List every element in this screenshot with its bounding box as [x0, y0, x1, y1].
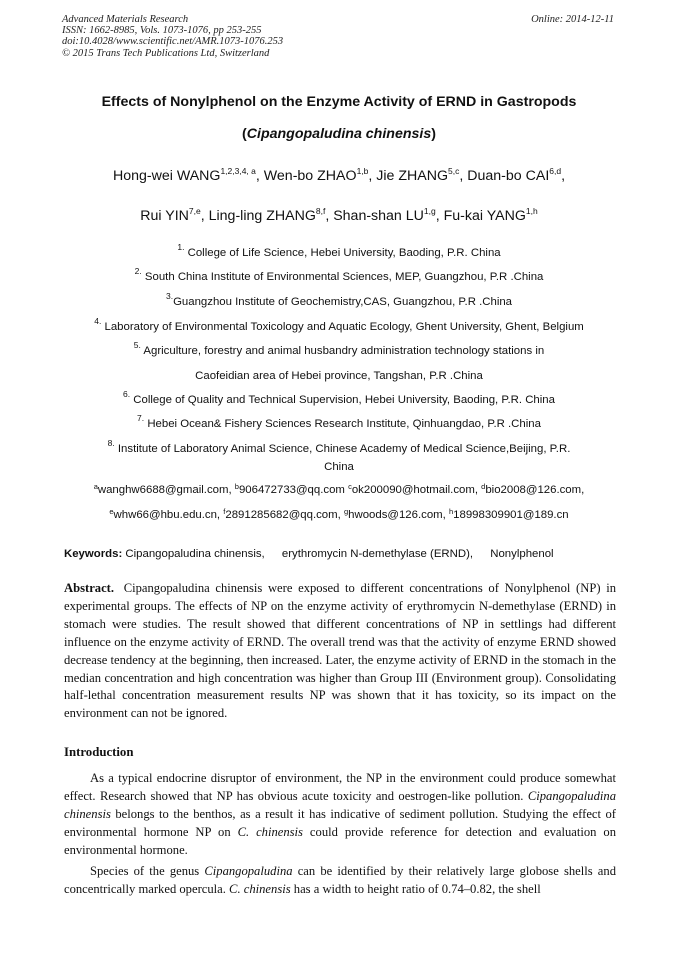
affiliation-number: 7. — [137, 413, 145, 423]
affiliation-text: South China Institute of Environmental Sciences, MEP, Guangzhou, P.R .China — [144, 271, 544, 283]
paragraph-text: has a width to height ratio of 0.74–0.82, the shell — [290, 881, 541, 896]
author-affil: 6,d — [549, 166, 562, 176]
paragraph-text: Species of the genus — [90, 864, 205, 878]
author-affil: 7,e — [188, 206, 201, 216]
paragraph — [64, 863, 616, 899]
affiliation — [40, 316, 638, 334]
email-address[interactable]: 2891285682@qq.com, — [225, 509, 344, 521]
author-affil: 1,b — [356, 166, 369, 176]
author-name: Wen-bo ZHAO — [263, 168, 357, 184]
email-address[interactable]: 18998309901@189.cn — [453, 509, 569, 521]
email-key: f — [223, 507, 226, 516]
affiliation — [40, 438, 638, 456]
email-key: e — [109, 507, 114, 516]
paper-title-species — [40, 126, 638, 142]
affiliation-continued: Caofeidian area of Hebei province, Tangshan, P.R .China — [195, 370, 483, 382]
author-sep: , — [255, 168, 264, 184]
affiliation-continued: China — [324, 461, 354, 473]
author-name: Jie ZHANG — [376, 168, 449, 184]
email-line-1 — [30, 484, 648, 496]
paragraph-text: As a typical endocrine disruptor of environment, the NP in the environment could produce somewhat effect. Research showed that NP has obvious acute toxicity and oestrogen-like pollution. — [64, 771, 616, 803]
abstract-text: Cipangopaludina chinensis were exposed to different concentrations of Nonylphenol (NP) in experimental groups. The effects of NP on the enzyme activity of erythromycin N-demethylase (ERND) in stomach were studies. The result showed that different concentrations of NP in settlings had different influence on the enzyme activity of ERND. The overall trend was that the activity of enzyme ERND showed decrease tendency at the beginning, then increased. Later, the enzyme activity of ERND in the stomach in the median concentration and high concentration was higher than Group III (Environment group). Consolidating half-lethal concentration measurement results NP was shown that it has toxicity, so its impact on the environment can not be ignored. — [64, 581, 616, 721]
paragraph-text: can be identified by their relatively large globose shells and concentrically marked opercula. — [64, 864, 616, 896]
keywords — [64, 548, 554, 560]
author-affil: 1,2,3,4, a — [220, 166, 256, 176]
email-address[interactable]: bio2008@126.com, — [485, 484, 585, 496]
author-name: Shan-shan LU — [333, 208, 424, 224]
email-address[interactable]: whw66@hbu.edu.cn, — [113, 509, 224, 521]
keyword: Cipangopaludina chinensis, — [125, 548, 265, 560]
email-address[interactable]: ok200090@hotmail.com, — [351, 484, 482, 496]
author-name: Duan-bo CAI — [467, 168, 550, 184]
email-address[interactable]: 906472733@qq.com — [238, 484, 349, 496]
species-name: Cipangopaludina chinensis — [64, 788, 616, 821]
affiliation-text: College of Life Science, Hebei University, Baoding, P.R. China — [187, 247, 501, 259]
abstract — [64, 580, 616, 723]
affiliation-number: 2. — [134, 266, 142, 276]
doi-line: doi:10.4028/www.scientific.net/AMR.1073-1076.253 — [62, 36, 284, 48]
paragraph — [64, 770, 616, 860]
author-name: Fu-kai YANG — [443, 208, 526, 224]
author-sep: , — [459, 168, 468, 184]
paper-title: Effects of Nonylphenol on the Enzyme Activity of ERND in Gastropods — [101, 94, 577, 110]
author-line-1 — [30, 168, 648, 184]
affiliation-text: Hebei Ocean& Fishery Sciences Research Institute, Qinhuangdao, P.R .China — [147, 418, 541, 430]
email-key: c — [348, 482, 352, 491]
affiliation — [40, 266, 638, 284]
email-address[interactable]: wanghw6688@gmail.com, — [97, 484, 235, 496]
affiliation-text: Agriculture, forestry and animal husbandry administration technology stations in — [143, 345, 545, 357]
author-affil: 1,h — [525, 206, 538, 216]
email-address[interactable]: hwoods@126.com, — [348, 509, 449, 521]
affiliation-number: 1. — [177, 242, 185, 252]
keywords-label: Keywords: — [64, 548, 123, 560]
author-name: Ling-ling ZHANG — [208, 208, 316, 224]
author-sep: , — [325, 208, 334, 224]
affiliation — [40, 291, 638, 309]
journal-header — [62, 14, 283, 59]
author-sep: , — [561, 168, 566, 184]
issn-line: ISSN: 1662-8985, Vols. 1073-1076, pp 253-255 — [62, 25, 262, 37]
author-affil: 1,g — [423, 206, 436, 216]
email-key: a — [93, 482, 98, 491]
author-sep: , — [200, 208, 209, 224]
paragraph-text: belongs to the benthos, as a result it has indicative of sediment pollution. Studying the effect of environmental hormone NP on — [64, 806, 616, 839]
keyword: Nonylphenol — [490, 548, 554, 560]
author-sep: , — [435, 208, 444, 224]
email-key: g — [343, 507, 349, 516]
author-sep: , — [368, 168, 377, 184]
affiliation-text: College of Quality and Technical Supervision, Hebei University, Baoding, P.R. China — [133, 394, 555, 406]
section-heading: Introduction — [64, 745, 134, 759]
affiliation — [40, 413, 638, 431]
journal-name: Advanced Materials Research — [62, 14, 189, 25]
paren-close: ) — [431, 126, 436, 142]
online-date: Online: 2014-12-11 — [531, 14, 614, 25]
author-affil: 8,f — [315, 206, 326, 216]
affiliation-text: Laboratory of Environmental Toxicology and Aquatic Ecology, Ghent University, Ghent, Belgium — [104, 321, 584, 333]
author-line-2 — [30, 208, 648, 224]
species-name: Cipangopaludina chinensis — [246, 126, 432, 142]
affiliation-text: Institute of Laboratory Animal Science, Chinese Academy of Medical Science,Beijing, P.R. — [117, 443, 571, 455]
affiliation-number: 3. — [165, 291, 174, 301]
species-name: C. chinensis — [237, 824, 303, 839]
email-key: h — [448, 507, 454, 516]
paren-open: ( — [242, 126, 247, 142]
paragraph-text: could provide reference for detection and evaluation on environmental hormone. — [64, 824, 616, 857]
email-key: d — [481, 482, 486, 491]
genus-name: Cipangopaludina — [204, 864, 293, 878]
affiliation — [40, 340, 638, 358]
email-key: b — [234, 482, 239, 491]
affiliation-number: 5. — [133, 340, 141, 350]
copyright-line: © 2015 Trans Tech Publications Ltd, Switzerland — [62, 47, 270, 59]
affiliation-number: 6. — [123, 389, 131, 399]
affiliation — [40, 242, 638, 260]
affiliation-number: 4. — [94, 316, 102, 326]
species-name: C. chinensis — [229, 881, 291, 896]
affiliation-text: Guangzhou Institute of Geochemistry,CAS, Guangzhou, P.R .China — [173, 296, 513, 308]
affiliation — [40, 389, 638, 407]
author-name: Hong-wei WANG — [112, 168, 221, 184]
email-line-2 — [30, 509, 648, 521]
author-name: Rui YIN — [140, 208, 189, 224]
author-affil: 5,c — [448, 166, 460, 176]
affiliation-number: 8. — [107, 438, 115, 448]
keyword: erythromycin N-demethylase (ERND), — [281, 548, 474, 560]
abstract-label: Abstract. — [64, 581, 115, 595]
